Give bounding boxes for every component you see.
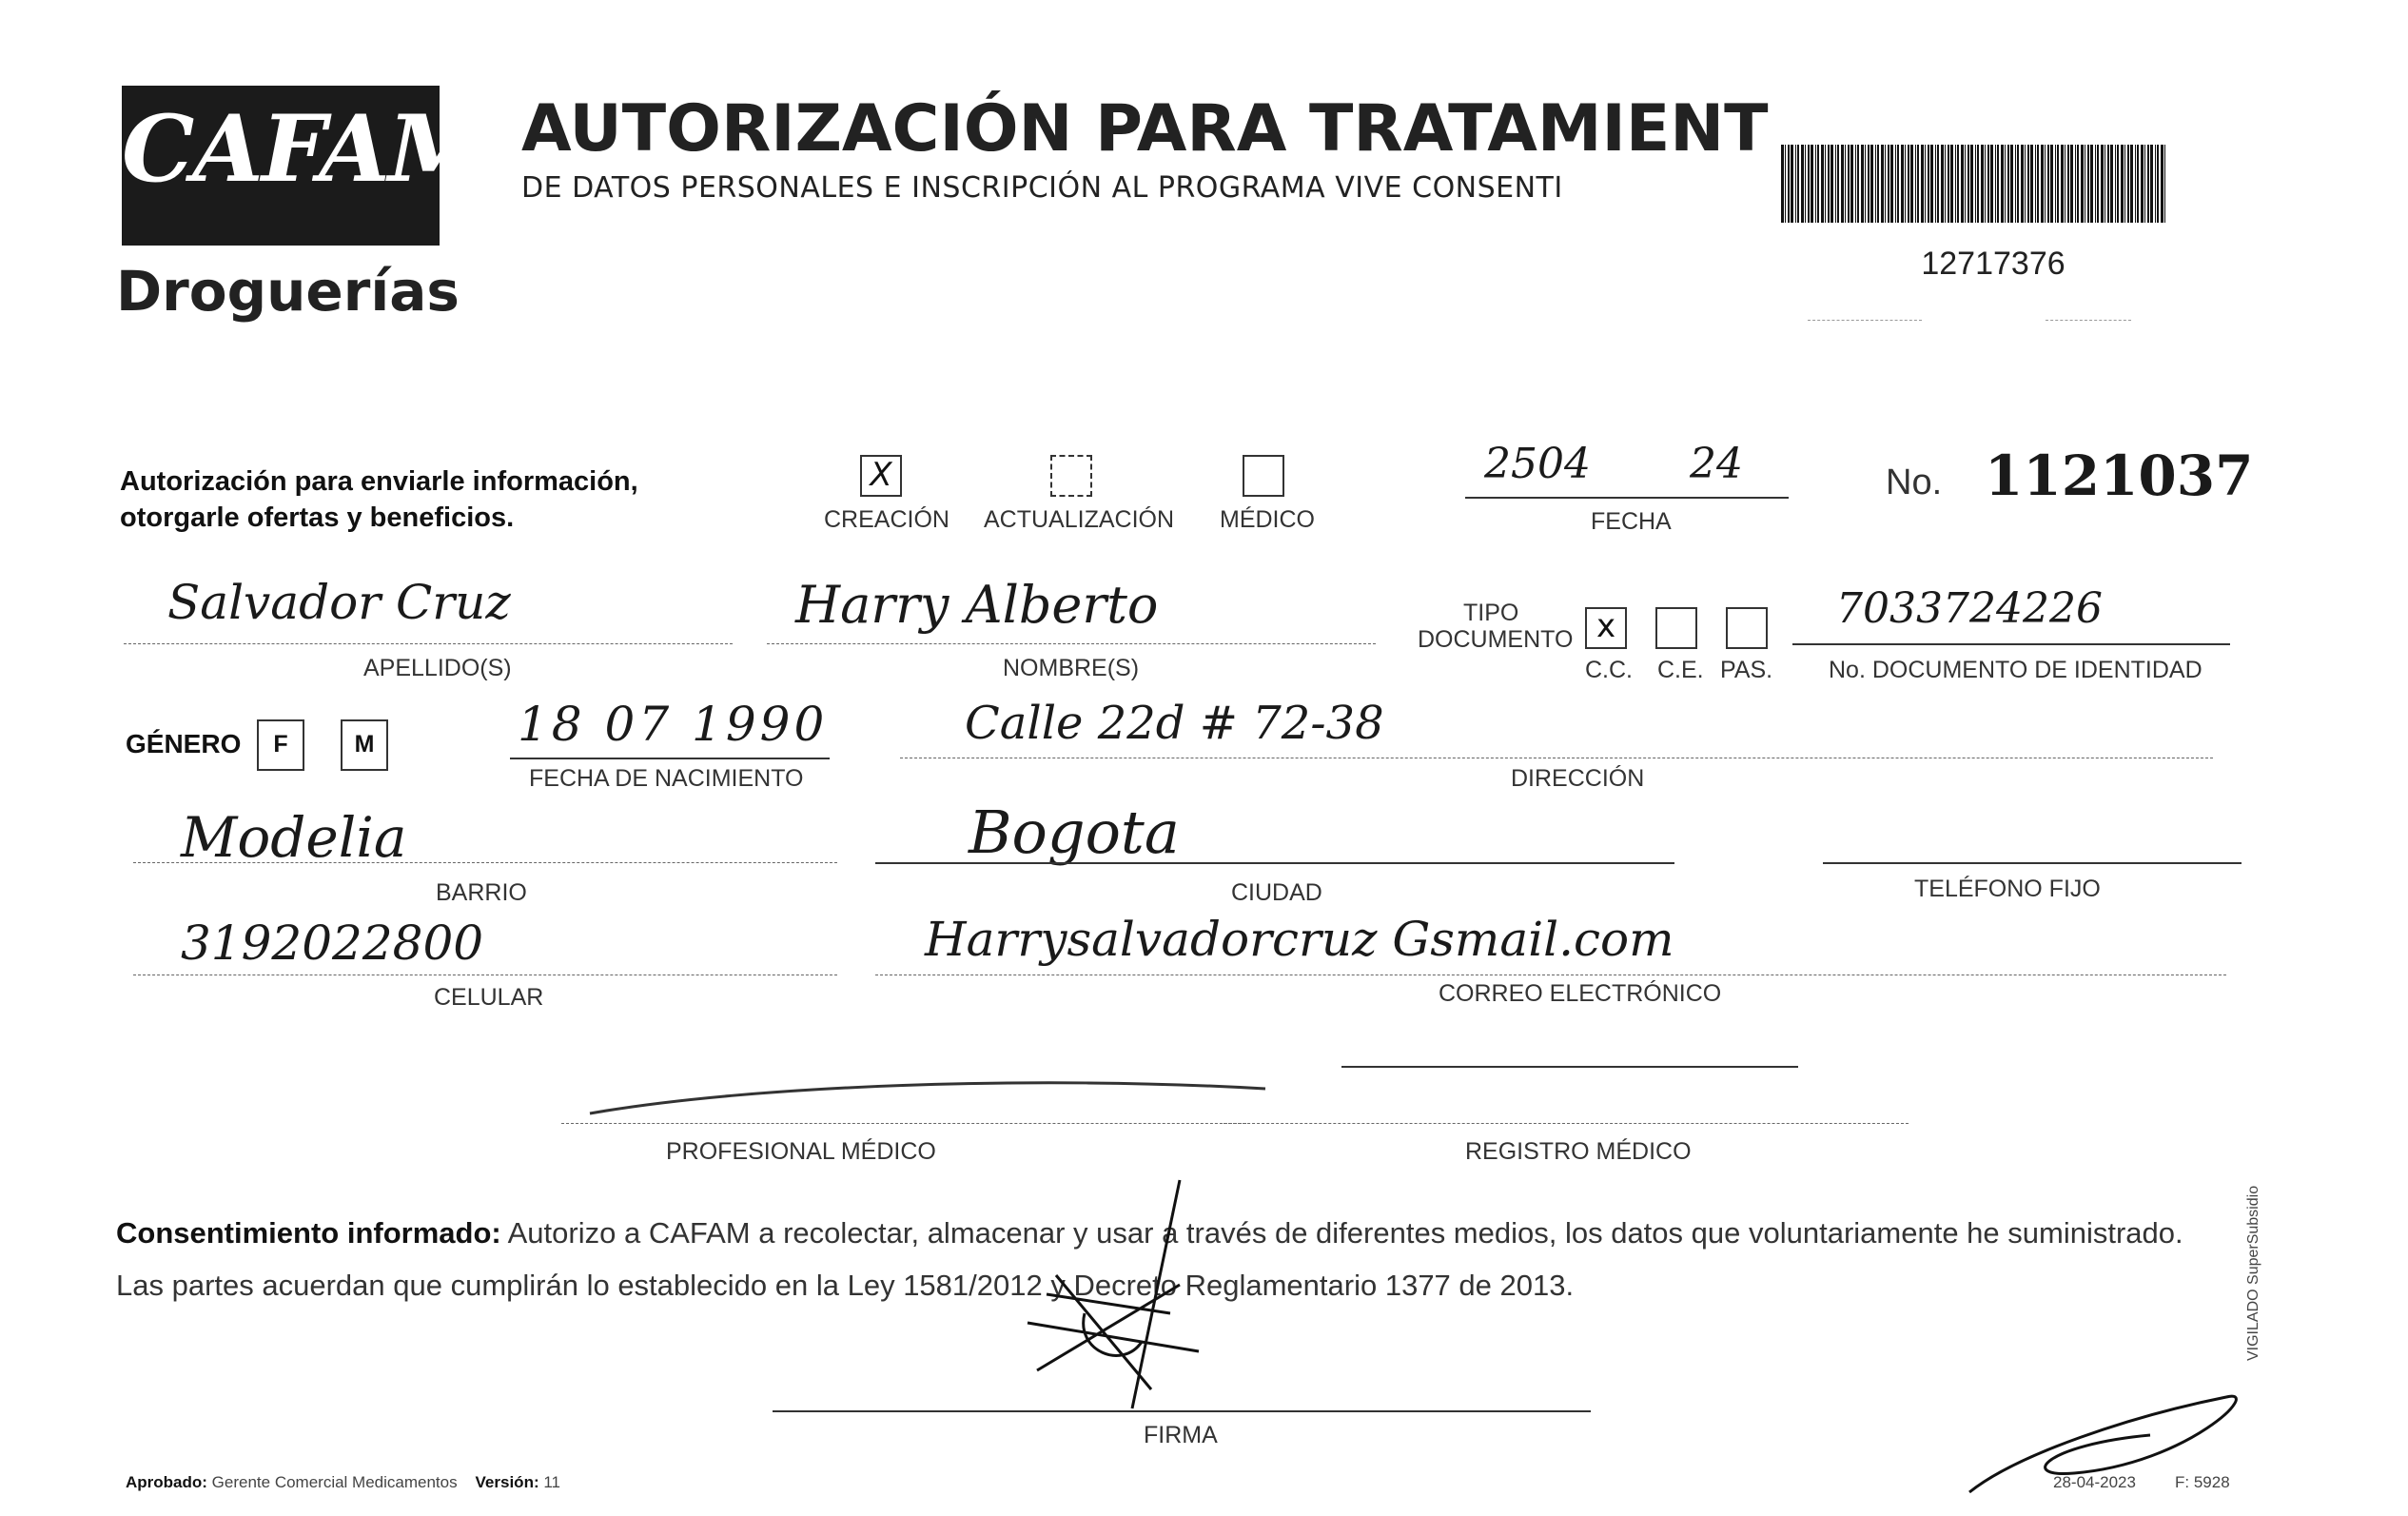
form-number: 1121037 xyxy=(1985,443,2254,508)
barcode-bar xyxy=(1841,145,1844,223)
form-subtitle: DE DATOS PERSONALES E INSCRIPCIÓN AL PROGRAMA VIVE CONSENTI xyxy=(521,171,1563,205)
aprobado-label: Aprobado: xyxy=(126,1473,207,1491)
ciudad-line xyxy=(875,862,1674,864)
barcode-bar xyxy=(1895,145,1896,223)
barcode-bar xyxy=(2135,145,2136,223)
barcode-bar xyxy=(1901,145,1904,223)
actualizacion-checkbox[interactable] xyxy=(1050,455,1092,497)
barcode-bar xyxy=(2087,145,2089,223)
barcode-bar xyxy=(1935,145,1936,223)
fecha-nacimiento-line xyxy=(510,758,830,759)
barcode-bar xyxy=(1881,145,1884,223)
barcode-bar xyxy=(1985,145,1986,223)
footer-date: 28-04-2023 xyxy=(2053,1473,2136,1491)
barcode-bar xyxy=(2007,145,2009,223)
barcode-bar xyxy=(1837,145,1839,223)
barcode-bar xyxy=(2161,145,2163,223)
barcode-bar xyxy=(2115,145,2116,223)
barcode-bar xyxy=(1977,145,1979,223)
barcode-bar xyxy=(2124,145,2125,223)
apellidos-line xyxy=(124,643,733,644)
barcode-bar xyxy=(2035,145,2036,223)
barcode-bar xyxy=(2147,145,2149,223)
fecha-value-1: 2504 xyxy=(1484,440,1591,488)
barcode-bar xyxy=(2137,145,2139,223)
direccion-label: DIRECCIÓN xyxy=(1511,765,1645,792)
barcode-bar xyxy=(2141,145,2144,223)
documento-value: 7033724226 xyxy=(1836,584,2103,633)
profesional-stroke xyxy=(561,1056,1284,1123)
barcode-number: 12717376 xyxy=(1921,246,2065,282)
barcode-bar xyxy=(1910,145,1913,223)
barcode-bar xyxy=(1945,145,1946,223)
barcode-bar xyxy=(2130,145,2133,223)
dash-line xyxy=(2046,320,2131,321)
barcode-bar xyxy=(2075,145,2076,223)
fecha-label: FECHA xyxy=(1591,508,1672,535)
barcode-bar xyxy=(2121,145,2124,223)
correo-label: CORREO ELECTRÓNICO xyxy=(1439,980,1722,1007)
barcode-bar xyxy=(2041,145,2044,223)
signature-drawing xyxy=(989,1171,1218,1427)
barcode-bar xyxy=(2010,145,2013,223)
profesional-line xyxy=(561,1123,1246,1124)
barcode-bar xyxy=(1797,145,1799,223)
registro-stroke xyxy=(1341,1066,1798,1068)
barcode-bar xyxy=(1835,145,1836,223)
ciudad-label: CIUDAD xyxy=(1231,879,1322,906)
barrio-label: BARRIO xyxy=(436,879,527,906)
celular-label: CELULAR xyxy=(434,984,544,1011)
barcode-bar xyxy=(2095,145,2096,223)
barcode-bar xyxy=(1888,145,1889,223)
pas-label: PAS. xyxy=(1720,657,1773,683)
barcode-bar xyxy=(1781,145,1784,223)
barcode-bar xyxy=(2025,145,2026,223)
ce-label: C.E. xyxy=(1657,657,1704,683)
barcode-bar xyxy=(1830,145,1833,223)
barcode-bar xyxy=(1828,145,1830,223)
celular-value: 3192022800 xyxy=(181,916,484,971)
barcode-bar xyxy=(1970,145,1973,223)
barcode-bar xyxy=(1817,145,1819,223)
medico-label: MÉDICO xyxy=(1220,506,1315,533)
barcode-bar xyxy=(1877,145,1879,223)
ce-checkbox[interactable] xyxy=(1655,607,1697,649)
barcode-bar xyxy=(1917,145,1919,223)
barcode-bar xyxy=(1990,145,1993,223)
barcode-bar xyxy=(2055,145,2056,223)
barcode-bar xyxy=(1801,145,1804,223)
firma-line xyxy=(773,1410,1591,1412)
barcode-bar xyxy=(2150,145,2153,223)
intro-line-1: Autorización para enviarle información, xyxy=(120,466,638,497)
barcode-bar xyxy=(1850,145,1853,223)
barcode-bar xyxy=(1930,145,1933,223)
barcode-bar xyxy=(1975,145,1976,223)
barcode-bar xyxy=(1795,145,1796,223)
telefono-line xyxy=(1823,862,2242,864)
pas-checkbox[interactable] xyxy=(1726,607,1768,649)
barcode-bar xyxy=(2101,145,2104,223)
barcode-bar xyxy=(2127,145,2129,223)
barcode-bar xyxy=(2027,145,2029,223)
barcode-bar xyxy=(1825,145,1826,223)
documento-label: No. DOCUMENTO DE IDENTIDAD xyxy=(1829,657,2202,683)
barcode-bar xyxy=(1928,145,1929,223)
creacion-label: CREACIÓN xyxy=(824,506,949,533)
version-label: Versión: xyxy=(475,1473,539,1491)
genero-f-label: F xyxy=(273,731,288,758)
barcode-bar xyxy=(1965,145,1966,223)
barcode-bar xyxy=(1957,145,1959,223)
firma-label: FIRMA xyxy=(1144,1422,1218,1448)
barcode-bar xyxy=(1961,145,1964,223)
barcode-bar xyxy=(1948,145,1949,223)
barcode-bar xyxy=(1857,145,1859,223)
barcode-bar xyxy=(1897,145,1899,223)
barcode-bar xyxy=(1865,145,1866,223)
barcode-bar xyxy=(1997,145,1999,223)
barcode-bar xyxy=(1870,145,1873,223)
barcode xyxy=(1781,145,2171,223)
barcode-bar xyxy=(1908,145,1909,223)
nombres-line xyxy=(767,643,1376,644)
barcode-bar xyxy=(2030,145,2033,223)
barcode-bar xyxy=(1981,145,1984,223)
no-label: No. xyxy=(1886,463,1943,502)
nombres-value: Harry Alberto xyxy=(795,575,1159,635)
fecha-nacimiento-value: 18 07 1990 xyxy=(518,697,829,752)
tipo-label-2: DOCUMENTO xyxy=(1418,626,1574,653)
barcode-bar xyxy=(1811,145,1813,223)
barcode-bar xyxy=(2164,145,2165,223)
barcode-bar xyxy=(1925,145,1926,223)
barcode-bar xyxy=(2021,145,2024,223)
registro-label: REGISTRO MÉDICO xyxy=(1465,1138,1692,1165)
footer-code: F: 5928 xyxy=(2175,1473,2230,1491)
barcode-bar xyxy=(1785,145,1786,223)
barcode-bar xyxy=(2037,145,2039,223)
direccion-value: Calle 22d # 72-38 xyxy=(965,697,1384,750)
barcode-bar xyxy=(2067,145,2069,223)
cc-label: C.C. xyxy=(1585,657,1633,683)
tipo-label-1: TIPO xyxy=(1463,600,1519,626)
barrio-value: Modelia xyxy=(181,805,407,870)
form-title: AUTORIZACIÓN PARA TRATAMIENT xyxy=(521,91,1769,167)
barcode-bar xyxy=(1861,145,1864,223)
footer-aprobado xyxy=(126,1473,560,1492)
barcode-bar xyxy=(1815,145,1816,223)
barcode-bar xyxy=(2117,145,2119,223)
consent-text-1: Autorizo a CAFAM a recolectar, almacenar y usar a través de diferentes medios, los datos que voluntariamente he suministrado. xyxy=(507,1216,2183,1250)
barcode-bar xyxy=(2090,145,2093,223)
registro-line xyxy=(1224,1123,1909,1124)
supersubsidio-text: VIGILADO SuperSubsidio xyxy=(2245,1185,2261,1361)
barcode-bar xyxy=(1788,145,1790,223)
barcode-bar xyxy=(1955,145,1956,223)
cafam-logo: CAFAM xyxy=(122,95,488,203)
apellidos-label: APELLIDO(S) xyxy=(363,655,512,681)
barcode-bar xyxy=(1987,145,1989,223)
barcode-bar xyxy=(1808,145,1810,223)
barcode-bar xyxy=(1950,145,1953,223)
logo-subtitle: Droguerías xyxy=(116,259,460,324)
fecha-line xyxy=(1465,497,1789,499)
dash-line xyxy=(1808,320,1922,321)
barcode-bar xyxy=(1937,145,1939,223)
barcode-bar xyxy=(2081,145,2084,223)
barrio-line xyxy=(133,862,837,863)
barcode-bar xyxy=(1805,145,1806,223)
barcode-bar xyxy=(2110,145,2113,223)
barcode-bar xyxy=(1968,145,1969,223)
barcode-bar xyxy=(2015,145,2016,223)
barcode-bar xyxy=(2157,145,2159,223)
barcode-bar xyxy=(1848,145,1850,223)
barcode-bar xyxy=(2077,145,2079,223)
creacion-mark: X xyxy=(870,456,892,494)
documento-line xyxy=(1792,643,2230,645)
barcode-bar xyxy=(2107,145,2109,223)
barcode-bar xyxy=(1995,145,1996,223)
genero-label: GÉNERO xyxy=(126,729,242,758)
barcode-bar xyxy=(2057,145,2059,223)
barcode-bar xyxy=(2144,145,2145,223)
barcode-bar xyxy=(1885,145,1886,223)
barcode-bar xyxy=(2005,145,2006,223)
barcode-bar xyxy=(2097,145,2099,223)
barcode-bar xyxy=(2047,145,2049,223)
barcode-bar xyxy=(2001,145,2004,223)
barcode-bar xyxy=(2155,145,2156,223)
barcode-bar xyxy=(1868,145,1870,223)
barcode-bar xyxy=(2045,145,2046,223)
ciudad-value: Bogota xyxy=(969,797,1180,867)
telefono-label: TELÉFONO FIJO xyxy=(1914,876,2101,902)
fecha-nacimiento-label: FECHA DE NACIMIENTO xyxy=(529,765,804,792)
barcode-bar xyxy=(1890,145,1893,223)
barcode-bar xyxy=(1875,145,1876,223)
barcode-bar xyxy=(1941,145,1944,223)
correo-value: Harrysalvadorcruz Gsmail.com xyxy=(925,912,1674,967)
barcode-bar xyxy=(1915,145,1916,223)
consent-heading: Consentimiento informado: xyxy=(116,1216,501,1250)
barcode-bar xyxy=(2017,145,2019,223)
barcode-bar xyxy=(1845,145,1846,223)
cc-mark: x xyxy=(1596,607,1616,645)
actualizacion-label: ACTUALIZACIÓN xyxy=(984,506,1175,533)
barcode-bar xyxy=(2061,145,2064,223)
consent-text-2: Las partes acuerdan que cumplirán lo establecido en la Ley 1581/2012 y Decreto Reglamentario 1377 de 2013. xyxy=(116,1269,1575,1302)
version-value: 11 xyxy=(543,1473,561,1491)
barcode-bar xyxy=(1855,145,1856,223)
barcode-bar xyxy=(2070,145,2073,223)
profesional-label: PROFESIONAL MÉDICO xyxy=(666,1138,936,1165)
aprobado-value: Gerente Comercial Medicamentos xyxy=(211,1473,458,1491)
intro-line-2: otorgarle ofertas y beneficios. xyxy=(120,502,515,533)
barcode-bar xyxy=(1821,145,1824,223)
barcode-bar xyxy=(1791,145,1793,223)
nombres-label: NOMBRE(S) xyxy=(1003,655,1140,681)
barcode-bar xyxy=(1921,145,1924,223)
barcode-bar xyxy=(1905,145,1906,223)
genero-m-label: M xyxy=(354,731,375,758)
fecha-value-2: 24 xyxy=(1690,440,1743,488)
barcode-bar xyxy=(2050,145,2053,223)
apellidos-value: Salvador Cruz xyxy=(167,575,511,630)
medico-checkbox[interactable] xyxy=(1243,455,1284,497)
